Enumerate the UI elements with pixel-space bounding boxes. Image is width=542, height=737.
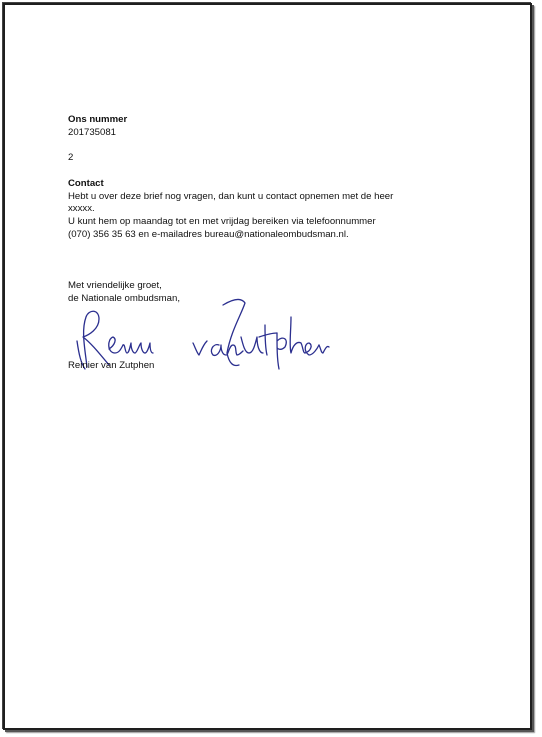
contact-heading: Contact <box>68 178 104 189</box>
contact-line-1: Hebt u over deze brief nog vragen, dan kunt u contact opnemen met de heer <box>68 191 394 202</box>
reference-number: 201735081 <box>68 127 117 138</box>
handwritten-signature <box>73 297 329 369</box>
signatory-name: Reinier van Zutphen <box>68 360 155 371</box>
closing-organisation: de Nationale ombudsman, <box>68 293 180 304</box>
page-number: 2 <box>68 152 74 163</box>
contact-line-4: (070) 356 35 63 en e-mailadres bureau@nationaleombudsman.nl. <box>68 229 349 240</box>
contact-line-2: xxxxx. <box>68 203 95 214</box>
document-page <box>3 3 532 730</box>
reference-heading: Ons nummer <box>68 114 128 125</box>
signature-strokes <box>77 299 329 369</box>
closing-greeting: Met vriendelijke groet, <box>68 280 162 291</box>
contact-line-3: U kunt hem op maandag tot en met vrijdag bereiken via telefoonnummer <box>68 216 376 227</box>
